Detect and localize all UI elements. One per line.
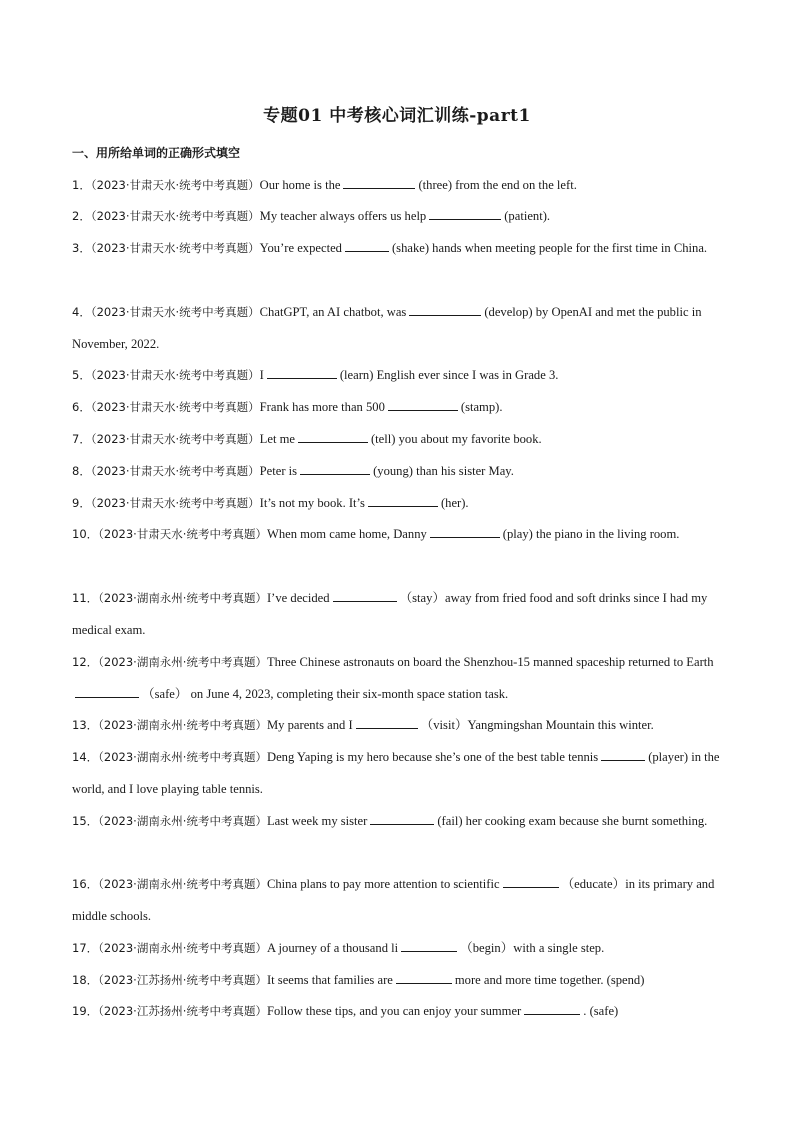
question-source: （2023·湖南永州·统考中考真题） <box>98 718 267 732</box>
question-item <box>72 964 726 996</box>
question-number: 11． <box>72 591 99 605</box>
question-text-before: It’s not my book. It’s <box>259 496 365 510</box>
answer-blank[interactable] <box>601 748 645 761</box>
question-source: （2023·湖南永州·统考中考真题） <box>98 655 267 669</box>
question-text-after: (develop) by OpenAI and met the public in November, 2022. <box>72 305 702 351</box>
question-number: 19． <box>72 1004 99 1018</box>
question-text-before: I <box>259 368 264 382</box>
question-text-after: （visit）Yangmingshan Mountain this winter. <box>420 718 654 732</box>
question-text-before: My teacher always offers us help <box>259 209 427 223</box>
question-text-before: Let me <box>259 432 295 446</box>
question-text-after: （stay）away from fried food and soft drinks since I had my medical exam. <box>72 591 708 637</box>
question-number: 6． <box>72 400 91 414</box>
question-item <box>72 232 726 264</box>
question-number: 12． <box>72 655 99 669</box>
question-text-before: A journey of a thousand li <box>266 941 399 955</box>
question-source: （2023·湖南永州·统考中考真题） <box>98 591 267 605</box>
question-source: （2023·甘肃天水·统考中考真题） <box>90 368 260 382</box>
question-item <box>72 709 726 741</box>
question-text-before: You’re expected <box>259 241 342 255</box>
answer-blank[interactable] <box>388 398 458 411</box>
question-item <box>72 296 726 360</box>
page-title: 专题01 中考核心词汇训练-part1 <box>263 106 531 126</box>
answer-blank[interactable] <box>298 430 368 443</box>
question-text-after: (patient). <box>504 209 551 223</box>
question-source: （2023·湖南永州·统考中考真题） <box>98 750 267 764</box>
question-source: （2023·甘肃天水·统考中考真题） <box>90 241 260 255</box>
answer-blank[interactable] <box>524 1002 580 1015</box>
question-text-before: ChatGPT, an AI chatbot, was <box>259 305 407 319</box>
question-text-after: (young) than his sister May. <box>373 464 514 478</box>
question-text-after: (three) from the end on the left. <box>418 178 577 192</box>
question-text-after: (learn) English ever since I was in Grade 3. <box>339 368 559 382</box>
answer-blank[interactable] <box>75 685 139 698</box>
question-text-before: It seems that families are <box>266 973 393 987</box>
answer-blank[interactable] <box>356 716 418 729</box>
question-source: （2023·湖南永州·统考中考真题） <box>98 877 267 891</box>
answer-blank[interactable] <box>430 525 500 538</box>
question-text-before: Follow these tips, and you can enjoy your summer <box>266 1004 522 1018</box>
question-item <box>72 391 726 423</box>
question-source: （2023·甘肃天水·统考中考真题） <box>90 400 260 414</box>
question-item <box>72 423 726 455</box>
answer-blank[interactable] <box>343 176 415 189</box>
question-number: 7． <box>72 432 91 446</box>
question-text-after: . (safe) <box>583 1004 619 1018</box>
question-number: 13． <box>72 718 99 732</box>
question-text-before: Deng Yaping is my hero because she’s one of the best table tennis <box>266 750 599 764</box>
question-source: （2023·甘肃天水·统考中考真题） <box>90 305 260 319</box>
question-number: 15． <box>72 814 99 828</box>
question-text-after: (tell) you about my favorite book. <box>370 432 542 446</box>
answer-blank[interactable] <box>368 494 438 507</box>
question-item <box>72 741 726 805</box>
question-text-before: China plans to pay more attention to scientific <box>266 877 500 891</box>
question-number: 1． <box>72 178 91 192</box>
question-item <box>72 868 726 932</box>
question-number: 4． <box>72 305 91 319</box>
question-number: 8． <box>72 464 91 478</box>
question-text-before: When mom came home, Danny <box>266 527 427 541</box>
question-item <box>72 995 726 1027</box>
question-text-after: （begin）with a single step. <box>460 941 605 955</box>
answer-blank[interactable] <box>396 971 452 984</box>
question-item <box>72 805 726 837</box>
question-source: （2023·甘肃天水·统考中考真题） <box>90 209 260 223</box>
question-text-after: (play) the piano in the living room. <box>502 527 680 541</box>
question-text-before: Frank has more than 500 <box>259 400 385 414</box>
question-number: 18． <box>72 973 99 987</box>
question-number: 9． <box>72 496 91 510</box>
question-number: 2． <box>72 209 91 223</box>
question-number: 14． <box>72 750 99 764</box>
question-item <box>72 582 726 646</box>
question-text-after: （educate）in its primary and middle schools. <box>72 877 715 923</box>
answer-blank[interactable] <box>370 812 434 825</box>
question-text-after: (fail) her cooking exam because she burnt something. <box>437 814 708 828</box>
question-item <box>72 646 726 710</box>
question-text-after: (stamp). <box>460 400 503 414</box>
question-text-before: Three Chinese astronauts on board the Shenzhou-15 manned spaceship returned to Earth <box>266 655 714 669</box>
question-text-after: (player) in the world, and I love playing table tennis. <box>72 750 720 796</box>
question-source: （2023·湖南永州·统考中考真题） <box>98 941 267 955</box>
question-text-before: Our home is the <box>259 178 341 192</box>
answer-blank[interactable] <box>401 939 457 952</box>
question-text-before: I’ve decided <box>266 591 330 605</box>
question-item <box>72 169 726 201</box>
question-item <box>72 932 726 964</box>
answer-blank[interactable] <box>503 875 559 888</box>
question-item <box>72 455 726 487</box>
question-item <box>72 487 726 519</box>
question-source: （2023·甘肃天水·统考中考真题） <box>90 432 260 446</box>
question-text-after: (her). <box>440 496 469 510</box>
question-text-after: （safe） on June 4, 2023, completing their six-month space station task. <box>142 687 509 701</box>
question-number: 10． <box>72 527 99 541</box>
question-source: （2023·湖南永州·统考中考真题） <box>98 814 267 828</box>
question-item <box>72 518 726 550</box>
question-text-before: My parents and I <box>266 718 353 732</box>
section-heading: 一、用所给单词的正确形式填空 <box>72 146 241 160</box>
question-source: （2023·甘肃天水·统考中考真题） <box>90 496 260 510</box>
question-item <box>72 359 726 391</box>
answer-blank[interactable] <box>300 462 370 475</box>
answer-blank[interactable] <box>345 239 389 252</box>
question-source: （2023·甘肃天水·统考中考真题） <box>98 527 267 541</box>
question-source: （2023·甘肃天水·统考中考真题） <box>90 464 260 478</box>
question-source: （2023·甘肃天水·统考中考真题） <box>90 178 260 192</box>
question-number: 5． <box>72 368 91 382</box>
question-number: 17． <box>72 941 99 955</box>
answer-blank[interactable] <box>409 303 481 316</box>
question-text-before: Last week my sister <box>266 814 368 828</box>
question-source: （2023·江苏扬州·统考中考真题） <box>98 973 267 987</box>
question-item <box>72 200 726 232</box>
question-number: 16． <box>72 877 99 891</box>
question-text-after: (shake) hands when meeting people for the first time in China. <box>391 241 708 255</box>
answer-blank[interactable] <box>267 366 337 379</box>
answer-blank[interactable] <box>429 207 501 220</box>
question-number: 3． <box>72 241 91 255</box>
question-text-after: more and more time together. (spend) <box>454 973 645 987</box>
answer-blank[interactable] <box>333 589 397 602</box>
question-text-before: Peter is <box>259 464 298 478</box>
question-source: （2023·江苏扬州·统考中考真题） <box>98 1004 267 1018</box>
